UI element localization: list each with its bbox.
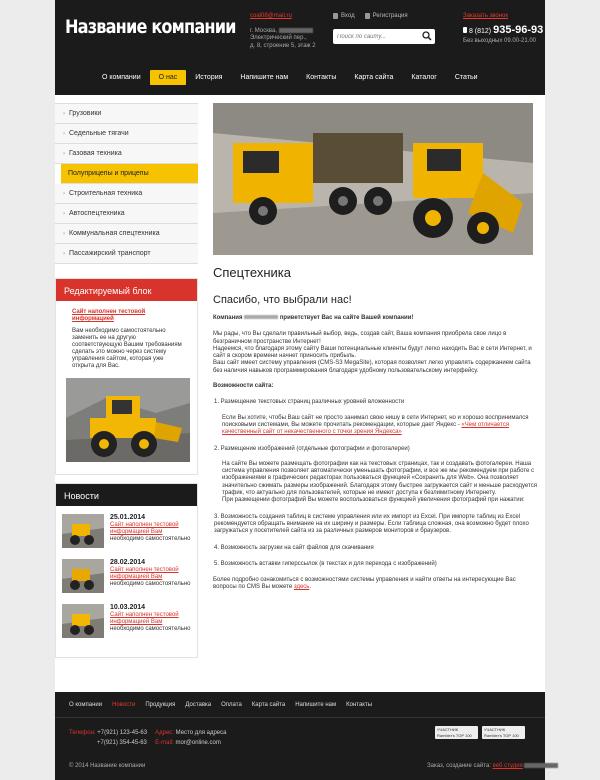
news-block bbox=[55, 483, 198, 658]
promo-link[interactable]: Сайт наполнен тестовой информацией bbox=[72, 309, 146, 322]
news-thumbnail[interactable] bbox=[62, 514, 104, 548]
header-contact bbox=[250, 13, 316, 50]
promo-text: Вам необходимо самостоятельно заменить ее на другую соответствующую Вашим требованиям сделать это можно через систему управления сайтом, которая уже открыта для Вас. bbox=[72, 328, 182, 369]
sidebar-item-label: Седельные тягачи bbox=[69, 130, 129, 137]
sidebar-item-label: Газовая техника bbox=[69, 150, 122, 157]
news-thumbnail[interactable] bbox=[62, 604, 104, 638]
sidebar-item[interactable] bbox=[55, 184, 198, 204]
news-link[interactable]: Сайт наполнен тестовой информацией Вам bbox=[110, 567, 179, 580]
header-email-link[interactable]: coal08@mail.ru bbox=[250, 13, 292, 19]
feature-2-desc: На сайте Вы можете размещать фотографии как на текстовых страницах, так и создавать фотогалереи. Наша система управления позволяет автоматически уменьшать фотографии, и все же мы рекомендуем при работе с изображениями в графических редакторах пользоваться функцией «Сохранить для Web». Она позволяет значительно сжимать размеры изображений. Благодаря этому быстрее загружается сайт и меньше расходуется трафик, что актуально для пользователей, которые не имеют доступа к безлимитному Интернету. bbox=[222, 460, 537, 497]
news-list bbox=[56, 506, 197, 657]
cms-help-link[interactable]: здесь bbox=[293, 584, 310, 591]
news-link[interactable]: Сайт наполнен тестовой информацией Вам bbox=[110, 612, 179, 625]
chevron-right-icon: › bbox=[63, 211, 65, 217]
nav-item[interactable]: Каталог bbox=[411, 73, 437, 81]
chevron-right-icon: › bbox=[63, 231, 65, 237]
sidebar-item-label: Пассажирский транспорт bbox=[69, 250, 151, 257]
main-nav bbox=[55, 67, 545, 87]
features-title: Возможности сайта: bbox=[213, 383, 274, 390]
sidebar-item-label: Полуприцепы и прицепы bbox=[68, 170, 149, 177]
footer-nav-item[interactable]: Новости bbox=[112, 702, 136, 708]
chevron-right-icon: › bbox=[63, 151, 65, 157]
page-subtitle: Спасибо, что выбрали нас! bbox=[213, 294, 352, 306]
working-hours: Без выходных 09.00-21.00 bbox=[463, 38, 537, 44]
main-content bbox=[213, 103, 539, 592]
login-link[interactable]: Вход bbox=[333, 13, 355, 19]
register-link[interactable]: Регистрация bbox=[365, 13, 408, 19]
blurred-studio-name bbox=[524, 763, 558, 768]
intro-company: Компания bbox=[213, 315, 243, 321]
news-item bbox=[62, 604, 191, 642]
callback-link[interactable]: Заказать звонок bbox=[463, 13, 508, 19]
sidebar-item[interactable] bbox=[55, 244, 198, 264]
feature-2: 2. Размещение изображений (отдельные фотографии и фотогалереи) bbox=[214, 445, 410, 452]
sidebar-item-label: Коммунальная спецтехника bbox=[69, 230, 160, 237]
rambler-badge-2[interactable]: УЧАСТНИК Rambler's TOP 100 bbox=[482, 726, 525, 739]
sidebar-item[interactable] bbox=[55, 104, 198, 124]
blurred-company-name bbox=[244, 315, 278, 319]
sidebar-item[interactable] bbox=[55, 144, 198, 164]
outro: Более подробно ознакомиться с возможностями системы управления и найти ответы на интересующие Вас вопросы по CMS Вы можете здесь. bbox=[213, 577, 516, 591]
news-item bbox=[62, 559, 191, 597]
footer-email[interactable]: mor@online.com bbox=[175, 740, 221, 746]
company-logo[interactable]: Название компании bbox=[65, 16, 236, 38]
creator-link[interactable]: веб студия bbox=[492, 763, 523, 770]
chevron-right-icon: › bbox=[63, 251, 65, 257]
footer-phone-label: Телефон: bbox=[69, 730, 96, 736]
news-text: необходимо самостоятельно bbox=[110, 536, 191, 542]
footer-phone-1: +7(921) 123-45-63 bbox=[97, 730, 148, 736]
paragraph-2: Надеемся, что благодаря этому сайту Ваши потенциальные клиенты будут легко находить Вас в сети Интернет, и сайт в скором времени начнет приносить прибыль. bbox=[213, 345, 532, 360]
sidebar-item-label: Автоспецтехника bbox=[69, 210, 125, 217]
nav-item[interactable]: Контакты bbox=[306, 73, 337, 81]
intro-text: приветствует Вас на сайте Вашей компании! bbox=[279, 315, 414, 321]
article-body bbox=[213, 315, 539, 592]
rambler-badge-1[interactable]: УЧАСТНИК Rambler's TOP 100 bbox=[435, 726, 478, 739]
chevron-right-icon: › bbox=[63, 111, 65, 117]
feature-2-desc2: При размещении фотографий Вы можете воспользоваться функцией увеличения фотографий при нажатии: bbox=[222, 497, 525, 504]
copyright: © 2014 Название компании bbox=[69, 763, 146, 769]
counter-badges bbox=[435, 726, 525, 739]
news-date: 10.03.2014 bbox=[110, 604, 146, 611]
site-header bbox=[55, 0, 545, 95]
auth-links bbox=[333, 13, 408, 19]
footer-divider bbox=[55, 717, 545, 718]
footer-contacts bbox=[69, 728, 226, 748]
footer-nav-item[interactable]: Оплата bbox=[221, 702, 242, 708]
blurred-address bbox=[279, 28, 313, 33]
footer-address-label: Адрес: bbox=[155, 730, 174, 736]
news-date: 28.02.2014 bbox=[110, 559, 146, 566]
footer-nav-item[interactable]: Контакты bbox=[346, 702, 373, 708]
sidebar-item[interactable] bbox=[55, 204, 198, 224]
lock-icon bbox=[333, 13, 338, 19]
page-body bbox=[55, 95, 545, 692]
footer-nav bbox=[69, 702, 372, 708]
feature-4: 4. Возможность загрузки на сайт файлов для скачивания bbox=[214, 544, 374, 551]
site-footer bbox=[55, 692, 545, 780]
address-line-2: Электрический пер., bbox=[250, 35, 307, 42]
footer-nav-item[interactable]: Напишите нам bbox=[295, 702, 337, 708]
search-input[interactable] bbox=[333, 29, 418, 44]
sidebar-item[interactable] bbox=[55, 124, 198, 144]
news-item bbox=[62, 514, 191, 552]
footer-nav-item[interactable]: Продукция bbox=[145, 702, 176, 708]
news-date: 25.01.2014 bbox=[110, 514, 146, 521]
search-icon[interactable] bbox=[422, 31, 432, 41]
footer-nav-item[interactable]: О компании bbox=[69, 702, 103, 708]
search-box bbox=[333, 29, 435, 44]
phone-icon bbox=[463, 27, 467, 33]
address-line-1: г. Москва, bbox=[250, 28, 316, 36]
nav-item[interactable]: О компании bbox=[102, 73, 141, 81]
sidebar-item-label: Грузовики bbox=[69, 110, 102, 117]
feature-5: 5. Возможность вставки гиперссылок (в текстах и для перехода с изображений) bbox=[214, 560, 437, 567]
paragraph-3: Ваш сайт имеет систему управления (CMS-S3 MegaSite), которая позволяет легко управлять содержанием сайта без наличия навыков программирования благодаря удобному пользовательскому интерфейсу. bbox=[213, 360, 531, 374]
news-thumbnail[interactable] bbox=[62, 559, 104, 593]
site-creator: Заказ, создание сайта: веб студия bbox=[427, 763, 558, 769]
footer-phone-2: +7(921) 354-45-63 bbox=[97, 740, 147, 746]
news-text: необходимо самостоятельно bbox=[110, 581, 191, 587]
feature-3: 3. Возможность создания таблиц в системе управления или их импорт из Excel. При импорте таблиц из Excel рекомендуется обращать внимание на их ширину и размеры. Если таблица сложная, она возможно будет плохо загружаться у посетителей сайта из за различных размеров мониторов и браузеров. bbox=[214, 513, 529, 535]
news-text: необходимо самостоятельно bbox=[110, 626, 191, 632]
hero-image bbox=[213, 103, 533, 255]
loader-image bbox=[66, 378, 190, 462]
address-line-3: д. 8, строение 5, этаж 2 bbox=[250, 42, 316, 49]
footer-nav-item[interactable]: Карта сайта bbox=[251, 702, 286, 708]
page-title: Спецтехника bbox=[213, 265, 291, 280]
nav-item[interactable]: История bbox=[195, 73, 223, 81]
sidebar-item[interactable] bbox=[55, 224, 198, 244]
news-title: Новости bbox=[56, 484, 197, 506]
sidebar-item-label: Строительная техника bbox=[69, 190, 143, 197]
footer-nav-item[interactable]: Доставка bbox=[185, 702, 212, 708]
sidebar bbox=[55, 103, 198, 658]
header-phone bbox=[463, 24, 543, 36]
editable-block bbox=[55, 278, 198, 475]
feature-1: 1. Размещение текстовых страниц различных уровней вложенности bbox=[214, 399, 405, 406]
footer-email-label: E-mail: bbox=[155, 740, 174, 746]
news-link[interactable]: Сайт наполнен тестовой информацией Вам bbox=[110, 522, 179, 535]
yandex-link[interactable]: «Чем отличается качественный сайт от некачественного с точки зрения Яндекса» bbox=[222, 421, 510, 436]
nav-item[interactable]: Карта сайта bbox=[354, 73, 394, 81]
paragraph-1: Мы рады, что Вы сделали правильный выбор, ведь, создав сайт, Ваша компания приобрела свое лицо в безграничном пространстве Интернет! bbox=[213, 331, 507, 345]
category-menu bbox=[55, 103, 198, 264]
sidebar-item[interactable] bbox=[61, 164, 198, 184]
phone-number: 935-96-93 bbox=[493, 24, 544, 36]
nav-item[interactable]: Статьи bbox=[454, 73, 478, 81]
footer-address: Место для адреса bbox=[175, 730, 227, 736]
chevron-right-icon: › bbox=[63, 191, 65, 197]
nav-item[interactable]: Напишите нам bbox=[240, 73, 289, 81]
phone-code: 8 (812) bbox=[468, 28, 492, 35]
editable-block-title: Редактируемый блок bbox=[56, 279, 197, 301]
feature-1-desc: Если Вы хотите, чтобы Ваш сайт не просто занимал свою нишу в сети Интернет, но и хорошо воспринимался поисковыми системами, Вы можете прочитать рекомендации, которые дает Яндекс - «Чем отличается качественный сайт от некачественного с точки зрения Яндекса» bbox=[222, 414, 529, 436]
user-icon bbox=[365, 13, 370, 19]
nav-item[interactable]: О нас bbox=[150, 70, 187, 85]
chevron-right-icon: › bbox=[63, 131, 65, 137]
